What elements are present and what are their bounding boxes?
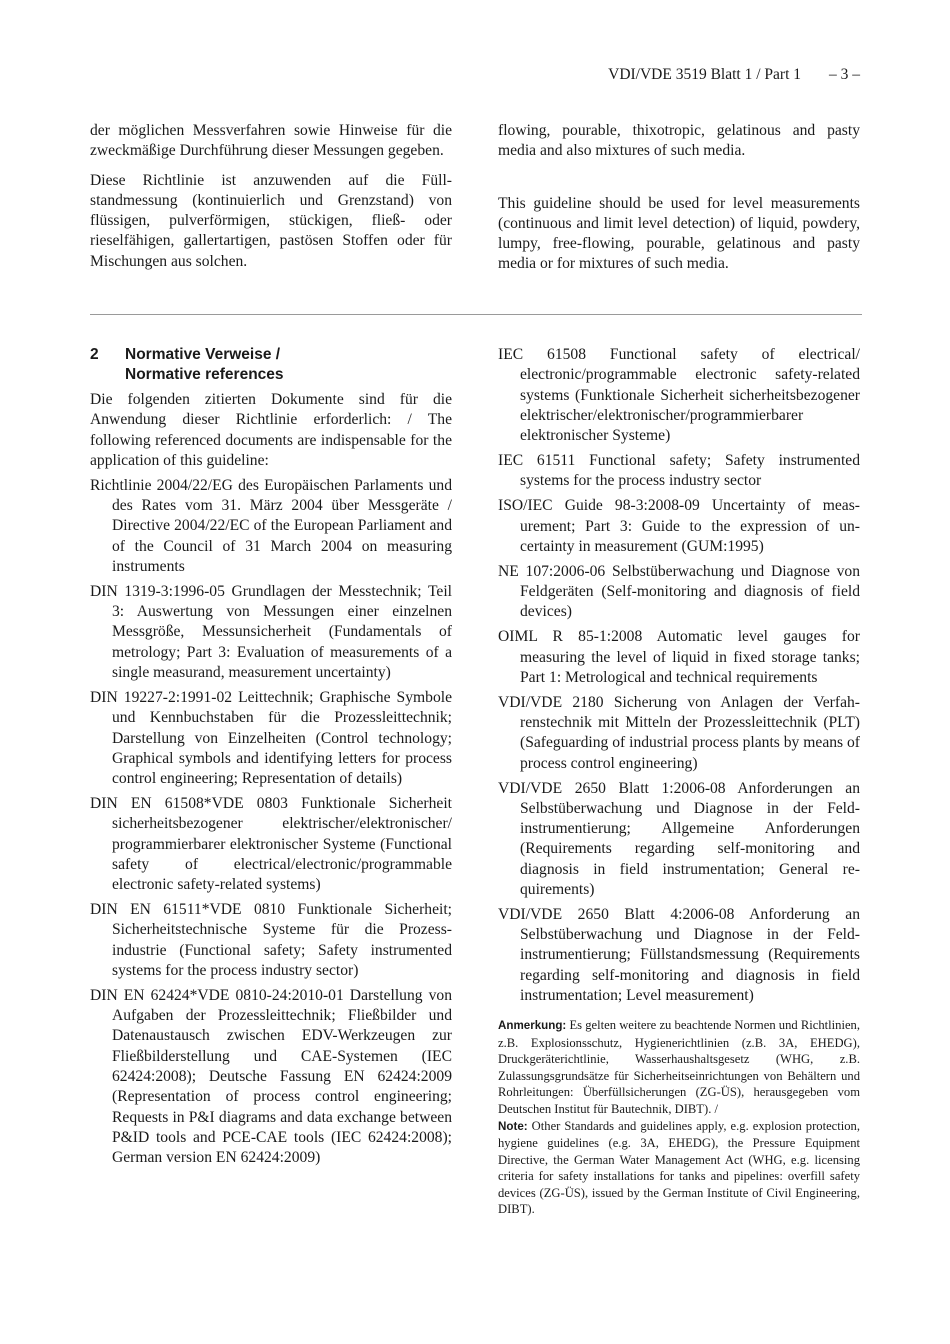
section-heading [90,345,452,385]
refs-left-column [90,345,452,1173]
section-title-en: Normative references [125,366,284,383]
paragraph: Diese Richtlinie ist anzuwenden auf die Füllstandmessung (kontinuierlich und Grenzstand) von flüssigen, pulverförmigen, stückigen, fließ- oder rieselfähigen, gallertartigen, pastösen Stoffen oder für Mischungen aus solchen. [90,171,452,270]
section-divider [90,314,862,315]
top-left-column [90,121,452,272]
reference-entry: ISO/IEC Guide 98-3:2008-09 Uncertainty of measurement; Part 3: Guide to the expression of uncertainty in measurement (GUM:1995) [498,497,860,555]
reference-entry: IEC 61508 Functional safety of electrical/ electronic/programmable electronic safety-related systems (Funktionale Sicherheit sicherheitsbezogener elektrischer/elektronischer/programmierbarer elektronischer Systeme) [498,346,860,445]
reference-entry: Richtlinie 2004/22/EG des Europäischen Parlaments und des Rates vom 31. März 2004 über Messgeräte / Directive 2004/22/EC of the European Parliament and of the Council of 31 March 2004 on measuring instruments [90,476,452,575]
paragraph: der möglichen Messverfahren sowie Hinweise für die zweckmäßige Durchführung dieser Messungen gegeben. [90,122,452,160]
top-right-column [498,121,860,275]
reference-entry: DIN 1319-3:1996-05 Grundlagen der Messtechnik; Teil 3: Auswertung von Messungen einer einzelnen Messgröße, Messunsicherheit (Fundamentals of metrology; Part 3: Evaluation of measurements of a single measurand, measurement uncertainty) [90,582,452,682]
reference-entry: DIN EN 62424*VDE 0810-24:2010-01 Darstellung von Aufgaben der Prozessleittechnik; Fließbilder und Datenaustausch zwischen EDV-Werkzeugen zur Fließbilderstellung und CAE-Systemen (IEC 62424:2008); Deutsche Fassung EN 62424:2009 (Representation of process control engineering; Requests in P&I diagrams and data exchange between P&ID tools and PCE-CAE tools (IEC 62424:2008); German version EN 62424:2009) [90,986,452,1167]
paragraph: This guideline should be used for level measurements (continuous and limit level detection) of liquid, powdery, lumpy, free-flowing, pourable, gelatinous and pasty media or for mixtures of such media. [498,194,860,273]
reference-entry: IEC 61511 Functional safety; Safety instrumented systems for the process industry sector [498,452,860,490]
reference-entry: DIN EN 61511*VDE 0810 Funktionale Sicherheit; Sicherheitstechnische Systeme für die Prozessindustrie (Functional safety; Safety instrumented systems for the process industry sector) [90,901,452,979]
note-en [498,1118,860,1219]
section-number: 2 [90,346,99,363]
reference-entry: DIN EN 61508*VDE 0803 Funktionale Sicherheit sicherheitsbezogener elektrischer/elektronischer/ programmierbarer elektronischer Systeme (Functional safety of electrical/electronic/programmable electronic safety-related systems) [90,795,452,894]
reference-entry: VDI/VDE 2650 Blatt 4:2006-08 Anforderung an Selbstüberwachung und Diagnose in der Feldinstrumentierung; Füllstandsmessung (Requirements regarding self-monitoring and diagnosis in field instrumentation; Level measurement) [498,905,860,1005]
note-de-label: Anmerkung: [498,1018,567,1032]
paragraph: flowing, pourable, thixotropic, gelatinous and pasty media and also mixtures of such media. [498,122,860,160]
page-number: – 3 – [829,66,860,83]
reference-entry: VDI/VDE 2650 Blatt 1:2006-08 Anforderungen an Selbstüberwachung und Diagnose in der Feldinstrumentierung; Allgemeine Anforderungen (Requirements regarding self-monitoring and diagnosis in field instrumentation; General requirements) [498,779,860,898]
section-title-de: Normative Verweise / [125,346,281,363]
note-de-text: Es gelten weitere zu beachtende Normen und Richtlinien, z.B. Explosionsschutz, Hygienerichtlinien (z.B. 3A, EHEDG), Druckgeräterichtlinie, Wasserhaushaltsgesetz (WHG, z.B. Zulassungsgrundsätze für Sicherheitseinrichtungen von Behältern und Rohrleitungen: Überfüllsicherungen (ZG-ÜS), herausgegeben vom Deutschen Institut für Bautechnik, DIBT). / [498,1017,860,1116]
note-en-label: Note: [498,1119,528,1133]
reference-entry: NE 107:2006-06 Selbstüberwachung und Diagnose von Feldgeräten (Self-monitoring and diagnosis of field devices) [498,562,860,621]
note-en-text: Other Standards and guidelines apply, e.g. explosion protection, hygiene guidelines (e.g. 3A, EHEDG), the Pressure Equipment Directive, the German Water Management Act (WHG, e.g. licensing criteria for safety installations for tanks and pipelines: overfill safety devices (ZG-ÜS), issued by the German Institute of Civil Engineering, DIBT). [498,1118,860,1217]
reference-entry: VDI/VDE 2180 Sicherung von Anlagen der Verfahrenstechnik mit Mitteln der Prozessleittechnik (PLT) (Safeguarding of industrial process plants by means of process control engineering) [498,693,860,772]
reference-entry: OIML R 85-1:2008 Automatic level gauges for measuring the level of liquid in fixed storage tanks; Part 1: Metrological and technical requirements [498,628,860,686]
section-intro: Die folgenden zitierten Dokumente sind für die Anwendung dieser Richtlinie erforderlich: / The following referenced documents are indispensable for the application of this guideline: [90,391,452,469]
note-de [498,1017,860,1118]
refs-right-column [498,345,860,1218]
document-id: VDI/VDE 3519 Blatt 1 / Part 1 [608,66,801,83]
reference-entry: DIN 19227-2:1991-02 Leittechnik; Graphische Symbole und Kennbuchstaben für die Prozessleittechnik; Darstellung von Einzelheiten (Control technology; Graphical symbols and identifying letters for process control engineering; Representation of details) [90,688,452,788]
page-header [608,66,860,84]
